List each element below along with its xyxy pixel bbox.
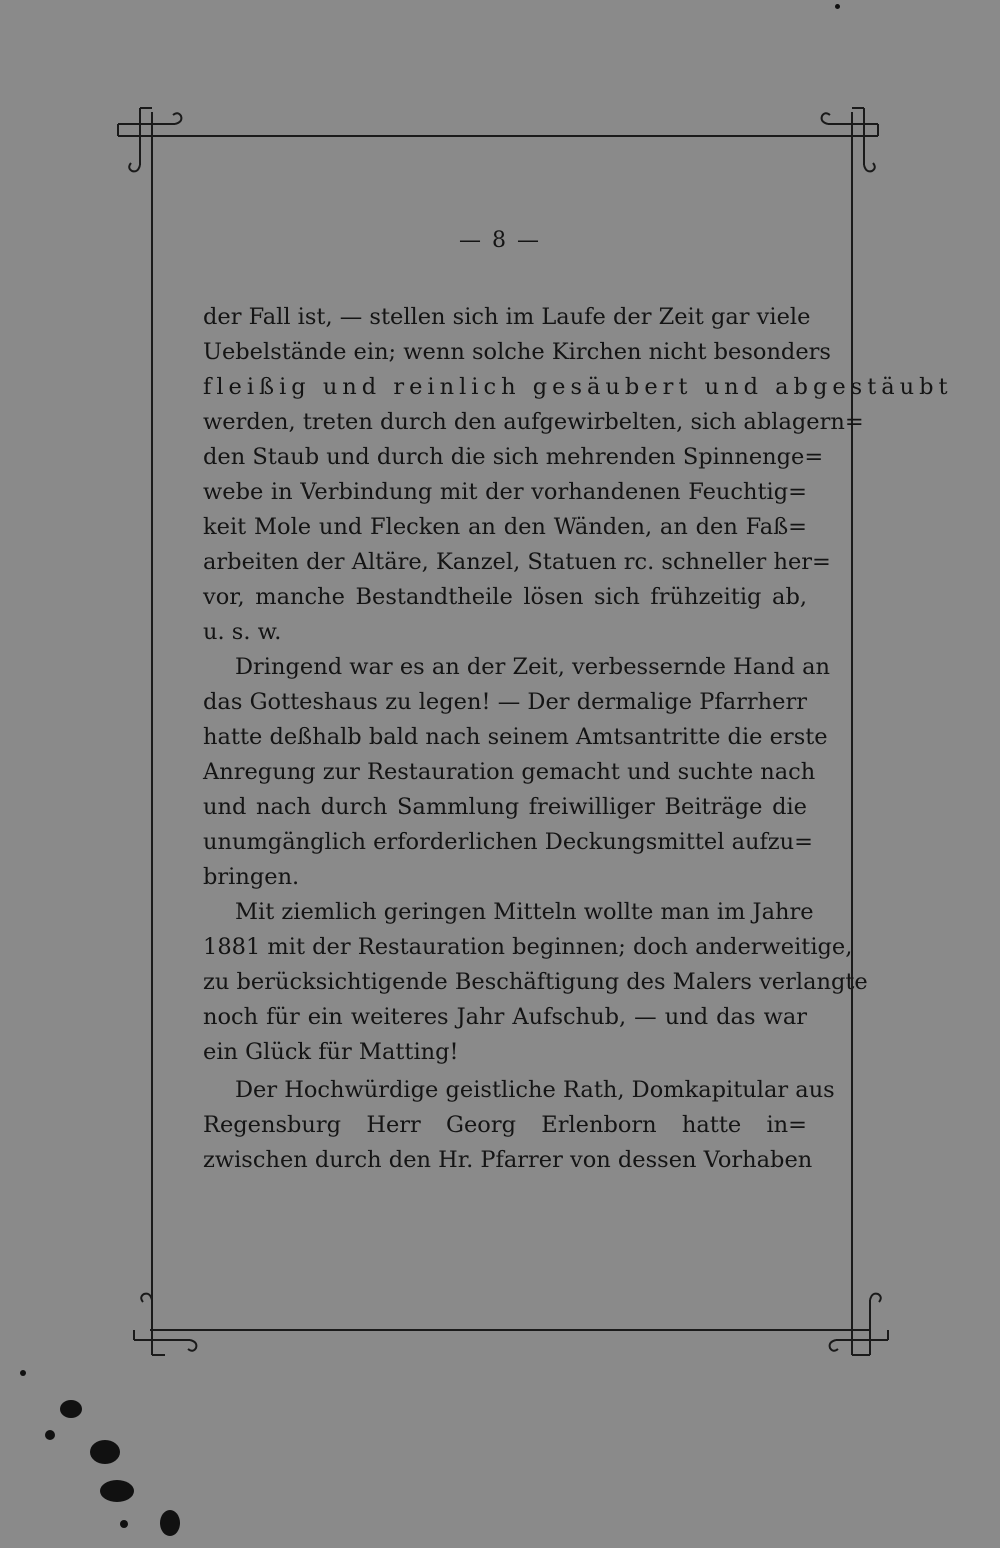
scan-speck: [100, 1480, 134, 1502]
text-line: Mit ziemlich geringen Mitteln wollte man im Jahre: [235, 899, 814, 925]
scan-speck: [60, 1400, 82, 1418]
text-line: fleißig und reinlich gesäubert und abgestäubt: [203, 374, 953, 400]
scan-speck: [160, 1510, 180, 1536]
text-line: hatte deßhalb bald nach seinem Amtsantritte die erste: [203, 724, 828, 750]
text-line: und nach durch Sammlung freiwilliger Beiträge die: [203, 794, 807, 820]
scan-speck: [45, 1430, 55, 1440]
text-line: keit Mole und Flecken an den Wänden, an den Faß=: [203, 514, 807, 540]
body-text: [203, 300, 953, 1178]
scan-speck: [20, 1370, 26, 1376]
text-line: der Fall ist, — stellen sich im Laufe der Zeit gar viele: [203, 304, 811, 330]
scan-speck: [90, 1440, 120, 1464]
text-line: bringen.: [203, 864, 300, 890]
text-line: werden, treten durch den aufgewirbelten, sich ablagern=: [203, 409, 864, 435]
text-line: Anregung zur Restauration gemacht und suchte nach: [203, 759, 816, 785]
scan-speck: [835, 4, 840, 9]
text-line: vor, manche Bestandtheile lösen sich frühzeitig ab,: [203, 584, 807, 610]
text-line: noch für ein weiteres Jahr Aufschub, — und das war: [203, 1004, 807, 1030]
text-line: Uebelstände ein; wenn solche Kirchen nicht besonders: [203, 339, 831, 365]
text-line: Regensburg Herr Georg Erlenborn hatte in=: [203, 1112, 807, 1138]
text-line: ein Glück für Matting!: [203, 1039, 459, 1065]
text-line: u. s. w.: [203, 619, 282, 645]
text-line: zu berücksichtigende Beschäftigung des Malers verlangte: [203, 969, 868, 995]
scan-speck: [120, 1520, 128, 1528]
text-line: 1881 mit der Restauration beginnen; doch anderweitige,: [203, 934, 853, 960]
text-line: Der Hochwürdige geistliche Rath, Domkapitular aus: [235, 1077, 835, 1103]
text-line: unumgänglich erforderlichen Deckungsmittel aufzu=: [203, 829, 814, 855]
text-line: zwischen durch den Hr. Pfarrer von dessen Vorhaben: [203, 1147, 813, 1173]
text-line: das Gotteshaus zu legen! — Der dermalige Pfarrherr: [203, 689, 807, 715]
page-number: — 8 —: [459, 228, 541, 253]
text-line: den Staub und durch die sich mehrenden Spinnenge=: [203, 444, 824, 470]
text-line: webe in Verbindung mit der vorhandenen Feuchtig=: [203, 479, 807, 505]
text-line: Dringend war es an der Zeit, verbessernde Hand an: [235, 654, 831, 680]
text-line: arbeiten der Altäre, Kanzel, Statuen rc. schneller her=: [203, 549, 831, 575]
